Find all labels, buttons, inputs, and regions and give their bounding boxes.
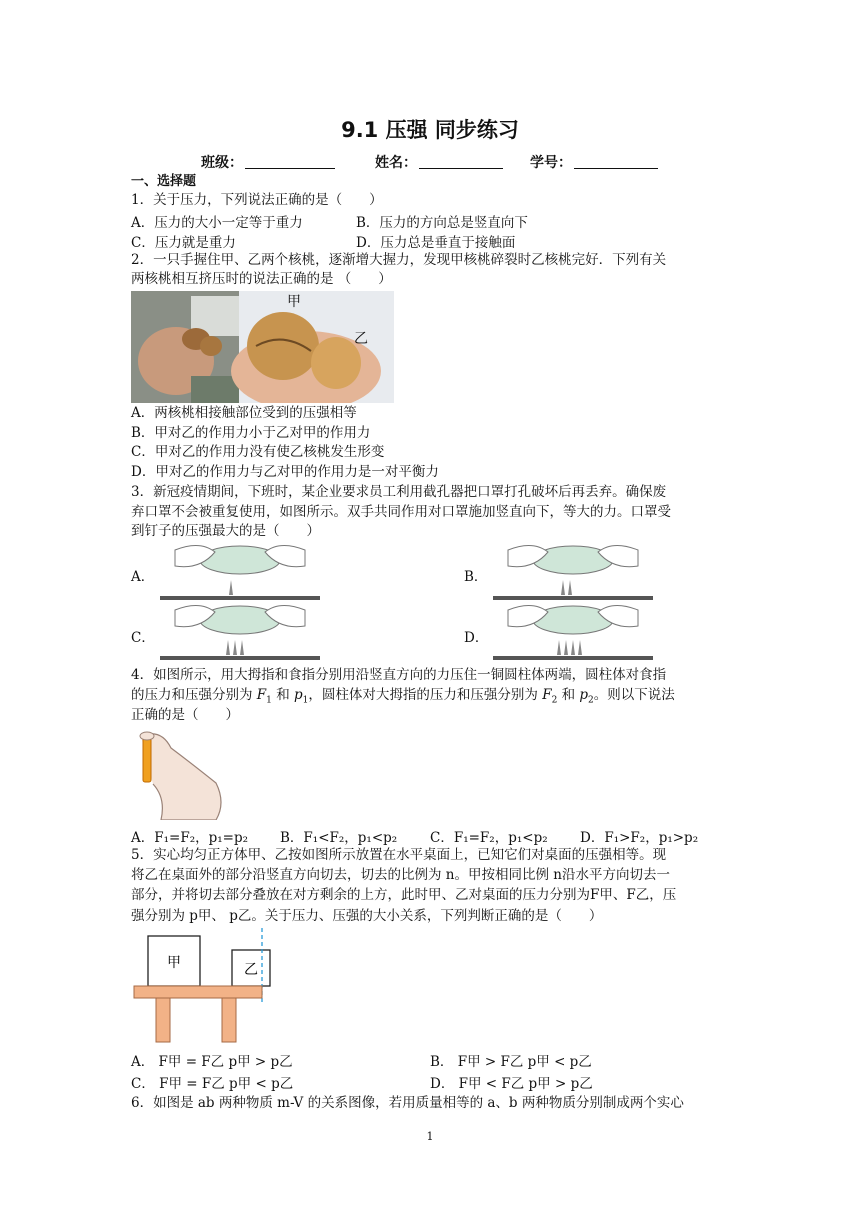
q5-stem-line4: 强分别为 p甲、 p乙。关于压力、压强的大小关系，下列判断正确的是（ ） (131, 908, 603, 924)
mask-figure-d (488, 600, 658, 666)
q4-stem-line3: 正确的是（ ） (131, 707, 239, 723)
q4-stem2e: 。则以下说法 (593, 687, 675, 703)
q2-option-a: A．两核桃相接触部位受到的压强相等 (131, 405, 357, 421)
q1-option-c: C．压力就是重力 (131, 235, 236, 251)
q3-option-c-label: C． (131, 630, 155, 646)
q4-option-b: B．F₁<F₂，p₁<p₂ (280, 830, 398, 846)
q4-stem-line2: 的压力和压强分别为 $F_1$ 和 $p_1$，圆柱体对大拇指的压力和压强分别为 $F_2$ 和 $p_2$。则以下说法 (131, 687, 675, 706)
q6-stem-line1: 6．如图是 ab 两种物质 m-V 的关系图像，若用质量相等的 a、b 两种物质分别制成两个实心 (131, 1095, 684, 1111)
q5-option-a: A． F甲 = F乙 p甲 > p乙 (131, 1054, 293, 1070)
q4-stem2c: ，圆柱体对大拇指的压力和压强分别为 (308, 687, 543, 703)
q5-stem-line3: 部分，并将切去部分叠放在对方剩余的上方，此时甲、乙对桌面的压力分别为F甲、F乙，压 (131, 887, 677, 903)
q4-stem2b: 和 (276, 687, 294, 703)
page-number: 1 (426, 1130, 434, 1143)
finger-cylinder-figure (131, 728, 227, 820)
q5-option-b: B． F甲 > F乙 p甲 < p乙 (430, 1054, 592, 1070)
q5-stem-line2: 将乙在桌面外的部分沿竖直方向切去，切去的比例为 n。甲按相同比例 n沿水平方向切去一 (131, 867, 670, 883)
q1-stem: 1．关于压力，下列说法正确的是（ ） (131, 192, 383, 208)
class-field (201, 152, 335, 172)
q4-F1: F (256, 687, 267, 703)
q4-stem-line1: 4．如图所示，用大拇指和食指分别用沿竖直方向的力压住一铜圆柱体两端，圆柱体对食指 (131, 667, 667, 683)
id-blank[interactable] (574, 154, 658, 169)
q2-option-b: B．甲对乙的作用力小于乙对甲的作用力 (131, 425, 371, 441)
cube-label-jia: 甲 (167, 955, 181, 971)
id-label: 学号： (530, 155, 572, 171)
id-field (530, 152, 658, 172)
walnut-label-yi: 乙 (354, 331, 368, 347)
class-blank[interactable] (245, 154, 335, 169)
q5-option-c: C． F甲 = F乙 p甲 < p乙 (131, 1076, 294, 1092)
page-title: 9.1 压强 同步练习 (341, 118, 519, 142)
q2-stem-line1: 2．一只手握住甲、乙两个核桃，逐渐增大握力，发现甲核桃碎裂时乙核桃完好．下列有关 (131, 252, 667, 268)
q3-stem-line3: 到钉子的压强最大的是（ ） (131, 523, 320, 539)
q4-option-d: D．F₁>F₂，p₁>p₂ (580, 830, 699, 846)
mask-figure-a (155, 540, 325, 606)
q3-option-a-label: A． (131, 569, 155, 585)
q4-option-c: C．F₁=F₂，p₁<p₂ (430, 830, 548, 846)
q4-stem2a: 的压力和压强分别为 (131, 687, 257, 703)
walnut-label-jia: 甲 (287, 294, 301, 310)
q3-stem-line2: 弃口罩不会被重复使用，如图所示。双手共同作用对口罩施加竖直向下，等大的力。口罩受 (131, 504, 671, 520)
q1-option-d: D．压力总是垂直于接触面 (356, 235, 516, 251)
q3-option-b-label: B． (464, 569, 488, 585)
q4-stem2d: 和 (561, 687, 580, 703)
q5-option-d: D． F甲 < F乙 p甲 > p乙 (430, 1076, 593, 1092)
mask-figure-b (488, 540, 658, 606)
name-blank[interactable] (419, 154, 503, 169)
mask-figure-c (155, 600, 325, 666)
q3-option-d-label: D． (464, 630, 489, 646)
q2-stem-line2: 两核桃相互挤压时的说法正确的是 （ ） (131, 271, 392, 287)
table-cubes-figure (132, 928, 282, 1043)
q5-stem-line1: 5．实心均匀正方体甲、乙按如图所示放置在水平桌面上，已知它们对桌面的压强相等。现 (131, 847, 667, 863)
walnut-photo (131, 291, 394, 403)
q1-option-b: B．压力的方向总是竖直向下 (356, 215, 528, 231)
section-heading: 一、选择题 (131, 174, 197, 189)
class-label: 班级： (201, 155, 243, 171)
q4-p1: p (294, 687, 303, 703)
q2-option-d: D．甲对乙的作用力与乙对甲的作用力是一对平衡力 (131, 464, 439, 480)
name-label: 姓名： (375, 155, 417, 171)
q1-option-a: A．压力的大小一定等于重力 (131, 215, 303, 231)
name-field (375, 152, 503, 172)
q4-option-a: A．F₁=F₂，p₁=p₂ (131, 830, 249, 846)
q3-stem-line1: 3．新冠疫情期间，下班时，某企业要求员工利用截孔器把口罩打孔破坏后再丢弃。确保废 (131, 484, 667, 500)
q2-option-c: C．甲对乙的作用力没有使乙核桃发生形变 (131, 444, 385, 460)
cube-label-yi: 乙 (244, 962, 258, 978)
